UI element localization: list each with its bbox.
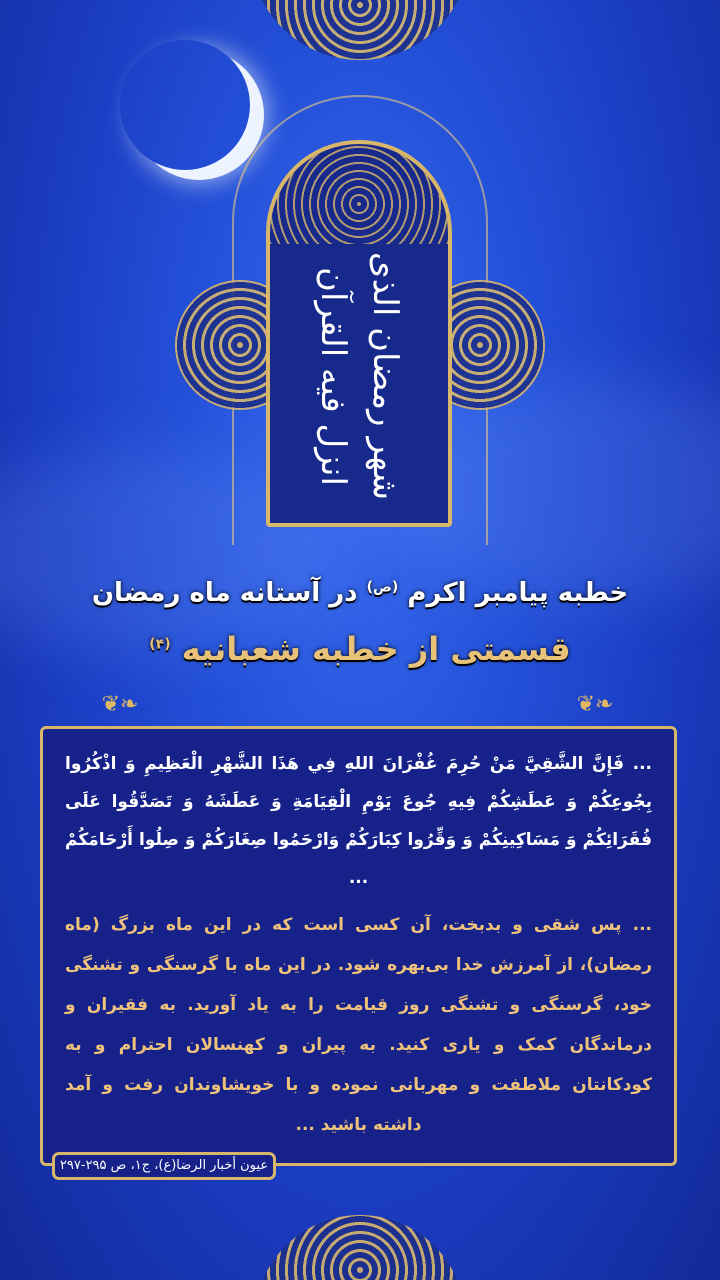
part-number: (۴)	[149, 636, 171, 653]
heading-line1	[0, 578, 720, 608]
calligraphy: شهر رمضان الذی انزل فیه القرآن	[313, 251, 405, 501]
source-citation: عیون أخبار الرضا(ع)، ج۱، ص ۲۹۵-۲۹۷	[52, 1152, 276, 1180]
ornament-top	[250, 0, 470, 60]
text-box	[40, 726, 677, 1166]
heading-text: خطبه پیامبر اکرم	[407, 578, 629, 608]
flourish-right-icon: ❦❧	[576, 692, 614, 717]
persian-translation: ... پس شقی و بدبخت، آن کسی است که در این ماه بزرگ (ماه رمضان)، از آمرزش خدا بی‌بهره شود. در این ماه با گرسنگی و تشنگی خود، گرسنگی و تشنگی روز قیامت را به یاد آورید. به فقیران و درماندگان کمک و یاری کنید. به پیران و کهنسالان احترام و به کودکانتان ملاطفت و مهربانی نموده و با خویشاوندان رفت و آمد داشته باشید ...	[65, 915, 652, 1135]
honorific: (ص)	[366, 579, 399, 596]
subheading-text: قسمتی از خطبه شعبانیه	[181, 630, 571, 668]
heading-text-rest: در آستانه ماه رمضان	[91, 578, 358, 608]
arabic-text: ... فَإِنَّ الشَّقِيَّ مَنْ حُرِمَ غُفْرَانَ اللهِ فِي هَذَا الشَّهْرِ الْعَظِيمِ وَ اذْكُرُوا بِجُوعِكُمْ وَ عَطَشِكُمْ فِيهِ جُوعَ يَوْمِ الْقِيَامَةِ وَ عَطَشَهُ وَ تَصَدَّقُوا عَلَى فُقَرَائِكُمْ وَ مَسَاكِينِكُمْ وَ وَقِّرُوا كِبَارَكُمْ وَارْحَمُوا صِغَارَكُمْ وَ صِلُوا أَرْحَامَكُمْ ...	[65, 754, 652, 888]
arch-pattern	[270, 144, 448, 244]
crescent-moon-icon	[120, 40, 250, 170]
heading-line2	[0, 630, 720, 668]
ornament-bottom	[255, 1215, 465, 1280]
flourish-left-icon: ❦❧	[101, 692, 139, 717]
calligraphy-arch	[266, 140, 452, 527]
